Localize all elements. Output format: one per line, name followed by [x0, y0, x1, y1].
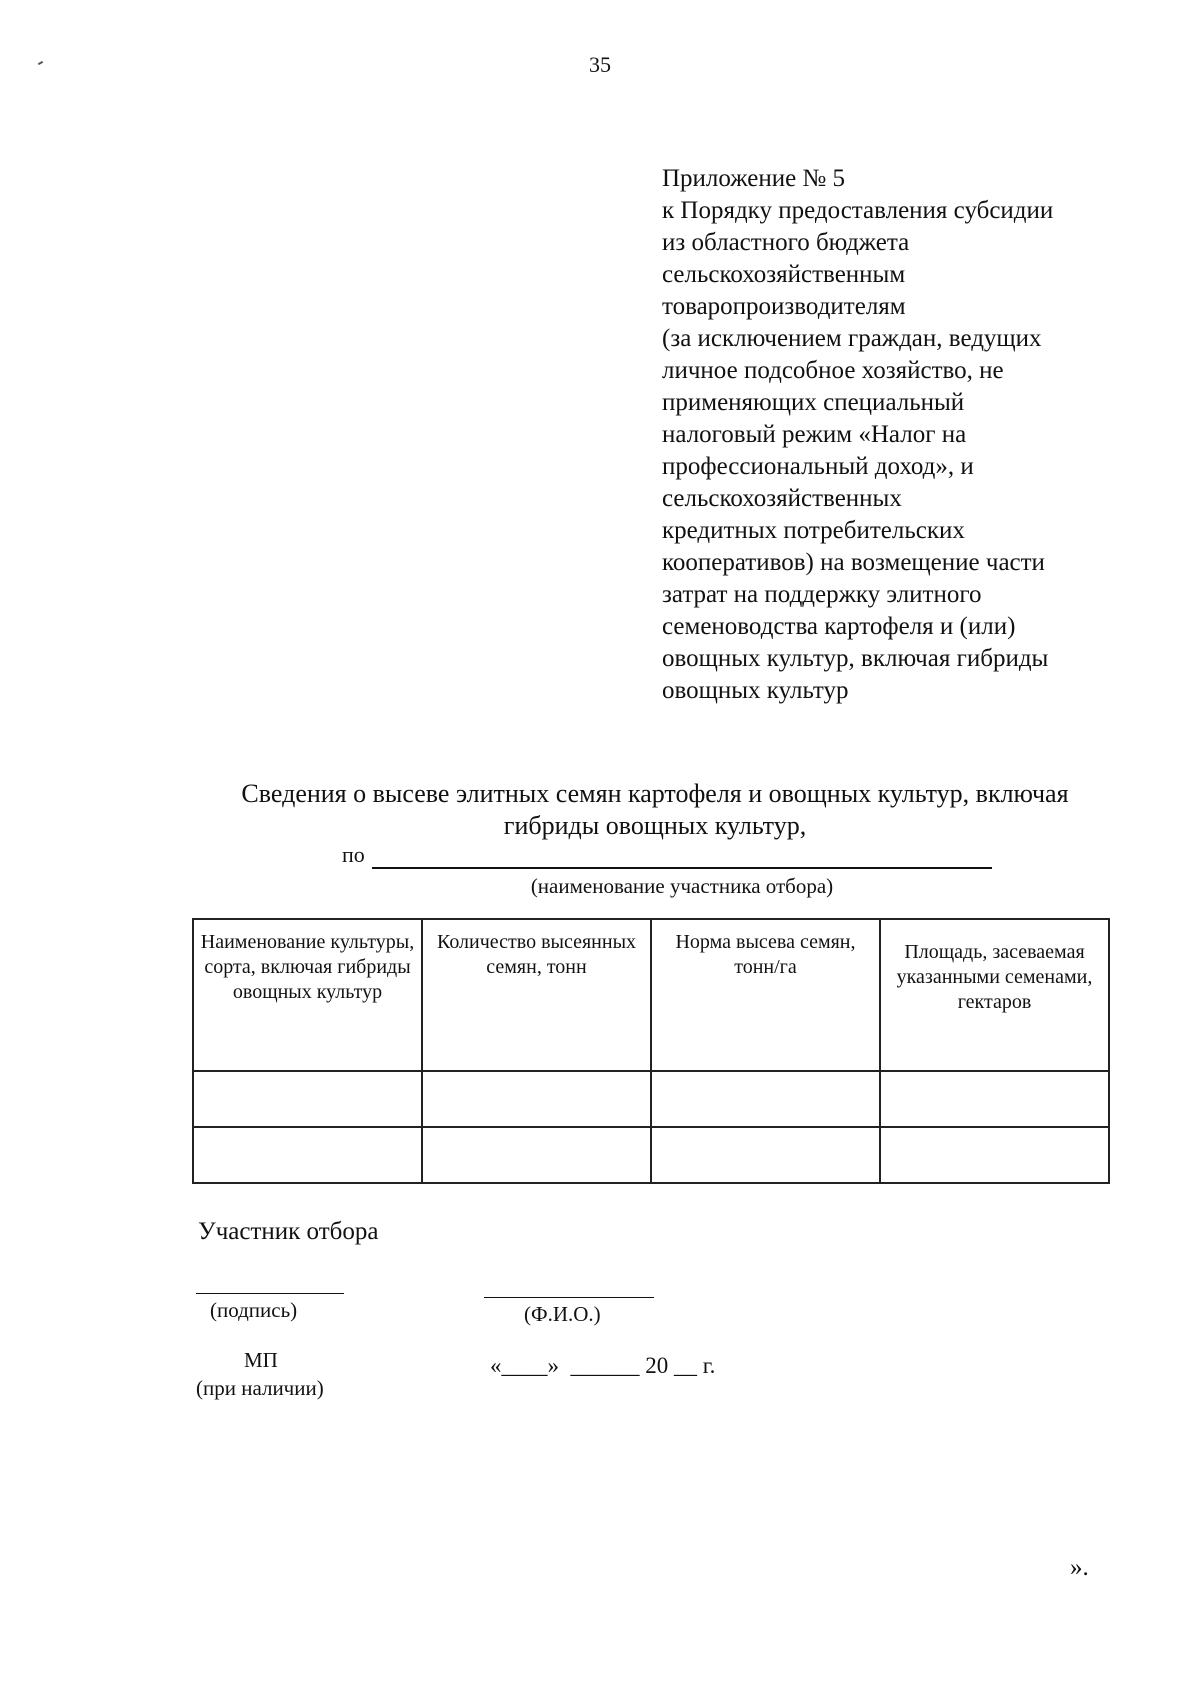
appendix-line: из областного бюджета [662, 229, 910, 256]
date-field: «____» ______ 20 __ г. [490, 1353, 716, 1378]
document-title-line-1: Сведения о высеве элитных семян картофеля и овощных культур, включая [241, 779, 1069, 808]
table-row [193, 1127, 1109, 1183]
appendix-line: сельскохозяйственным [662, 261, 906, 288]
table-header-row [193, 919, 1109, 1071]
participant-name-caption: (наименование участника отбора) [530, 874, 834, 898]
appendix-line: Приложение № 5 [662, 165, 846, 192]
po-label: по [342, 842, 365, 867]
table-cell [193, 1071, 422, 1127]
table-cell [193, 1127, 422, 1183]
table-cell [880, 1127, 1109, 1183]
document-title-line-2: гибриды овощных культур, [503, 811, 807, 840]
appendix-line: к Порядку предоставления субсидии [662, 197, 1054, 224]
participant-name-line [372, 867, 992, 869]
header-sown-area: Площадь, засеваемая указанными семенами, гектаров [880, 919, 1109, 1071]
appendix-line: овощных культур, включая гибриды [662, 645, 1049, 672]
header-crop-variety: Наименование культуры, сорта, включая гибриды овощных культур [193, 919, 422, 1071]
document-title [140, 778, 1170, 842]
appendix-line: налоговый режим «Налог на [662, 421, 967, 448]
stamp-label: МП [244, 1348, 278, 1372]
header-seeding-rate: Норма высева семян, тонн/га [651, 919, 880, 1071]
appendix-line: кооперативов) на возмещение части [662, 549, 1045, 576]
appendix-line: овощных культур [662, 677, 849, 704]
appendix-line: кредитных потребительских [662, 517, 965, 544]
appendix-line: семеноводства картофеля и (или) [662, 613, 1016, 640]
appendix-line: применяющих специальный [662, 389, 965, 416]
table-cell [422, 1127, 651, 1183]
table-cell [651, 1071, 880, 1127]
page-number: 35 [589, 52, 611, 77]
stamp-note: (при наличии) [196, 1376, 324, 1400]
appendix-header [662, 163, 1182, 707]
appendix-line: затрат на поддержку элитного [662, 581, 982, 608]
signature-caption: (подпись) [210, 1298, 298, 1322]
fio-caption: (Ф.И.О.) [524, 1302, 601, 1326]
appendix-line: (за исключением граждан, ведущих [662, 325, 1042, 352]
fio-line [484, 1297, 654, 1298]
appendix-line: товаропроизводителям [662, 293, 906, 320]
participant-label: Участник отбора [198, 1218, 379, 1245]
table-cell [880, 1071, 1109, 1127]
appendix-line: личное подсобное хозяйство, не [662, 357, 1004, 384]
table-cell [651, 1127, 880, 1183]
table-cell [422, 1071, 651, 1127]
sowing-data-table [192, 918, 1110, 1184]
signature-line [196, 1293, 344, 1294]
appendix-line: сельскохозяйственных [662, 485, 902, 512]
appendix-line: профессиональный доход», и [662, 453, 974, 480]
header-seed-quantity: Количество высеянных семян, тонн [422, 919, 651, 1071]
table-row [193, 1071, 1109, 1127]
closing-mark: ». [1070, 1554, 1089, 1581]
